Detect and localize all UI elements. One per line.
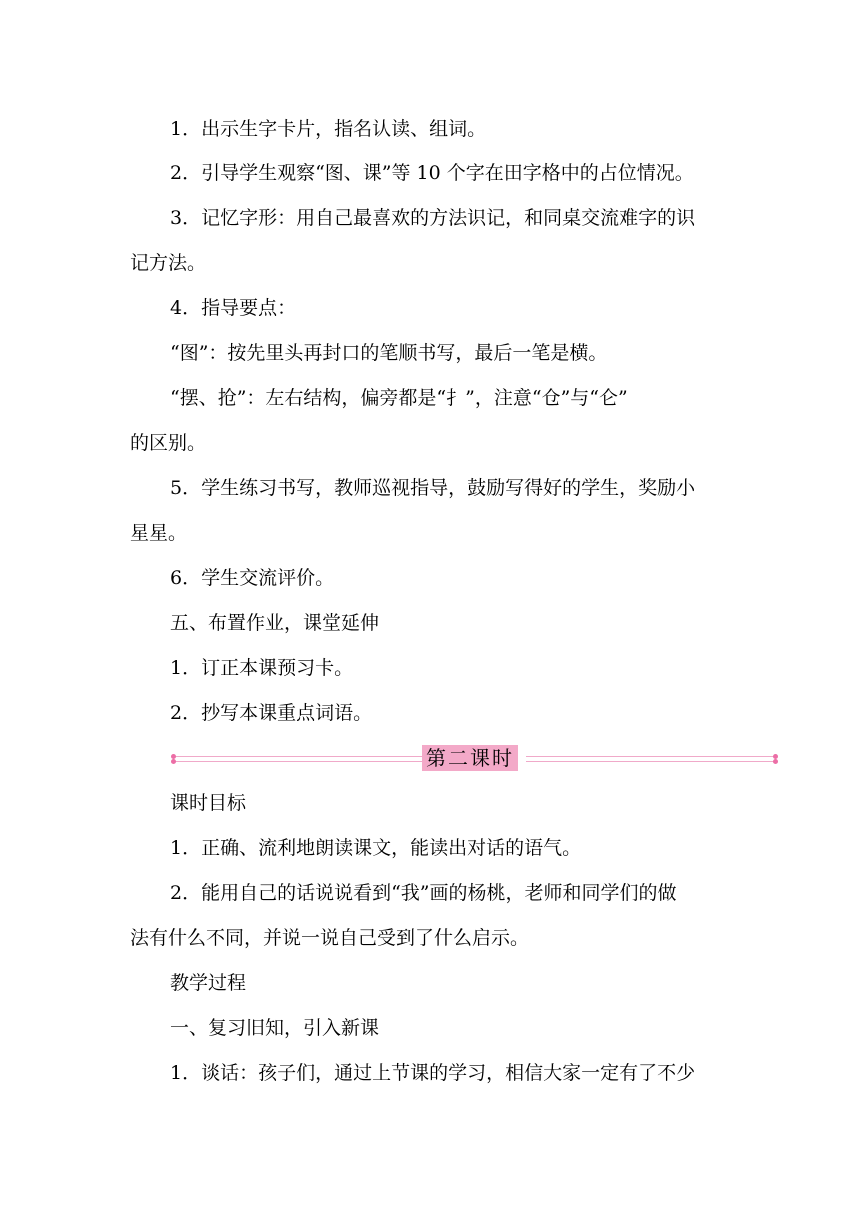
divider-dot xyxy=(773,759,778,764)
lesson-badge: 第二课时 xyxy=(422,745,518,771)
paragraph-line: 1．订正本课预习卡。 xyxy=(170,657,354,679)
paragraph-line: 2．能用自己的话说说看到“我”画的杨桃，老师和同学们的做 xyxy=(170,882,677,904)
divider-rule xyxy=(526,756,776,757)
paragraph-line: 法有什么不同，并说一说自己受到了什么启示。 xyxy=(130,927,530,949)
paragraph-line: 4．指导要点： xyxy=(170,297,297,319)
section-heading: 五、布置作业，课堂延伸 xyxy=(170,612,380,634)
paragraph-line: “图”：按先里头再封口的笔顺书写，最后一笔是横。 xyxy=(170,342,608,364)
paragraph-line: 6．学生交流评价。 xyxy=(170,567,335,589)
paragraph-line: 1．正确、流利地朗读课文，能读出对话的语气。 xyxy=(170,837,582,859)
paragraph-line: 的区别。 xyxy=(130,432,207,454)
paragraph-line: 2．引导学生观察“图、课”等 10 个字在田字格中的占位情况。 xyxy=(170,162,694,184)
section-heading: 教学过程 xyxy=(170,972,247,994)
paragraph-line: 2．抄写本课重点词语。 xyxy=(170,702,373,724)
paragraph-line: 星星。 xyxy=(130,522,188,544)
paragraph-line: “摆、抢”：左右结构，偏旁都是“扌”，注意“仓”与“仑” xyxy=(170,387,628,409)
divider-rule xyxy=(526,761,776,762)
section-heading: 一、复习旧知，引入新课 xyxy=(170,1017,380,1039)
divider-rule xyxy=(174,761,422,762)
paragraph-line: 5．学生练习书写，教师巡视指导，鼓励写得好的学生，奖励小 xyxy=(170,477,696,499)
paragraph-line: 记方法。 xyxy=(130,252,207,274)
paragraph-line: 1．谈话：孩子们，通过上节课的学习，相信大家一定有了不少 xyxy=(170,1062,696,1084)
paragraph-line: 3．记忆字形：用自己最喜欢的方法识记，和同桌交流难字的识 xyxy=(170,207,696,229)
section-heading: 课时目标 xyxy=(170,792,247,814)
divider-dot xyxy=(171,759,176,764)
divider-rule xyxy=(174,756,422,757)
paragraph-line: 1．出示生字卡片，指名认读、组词。 xyxy=(170,118,487,140)
section-divider xyxy=(170,745,780,773)
